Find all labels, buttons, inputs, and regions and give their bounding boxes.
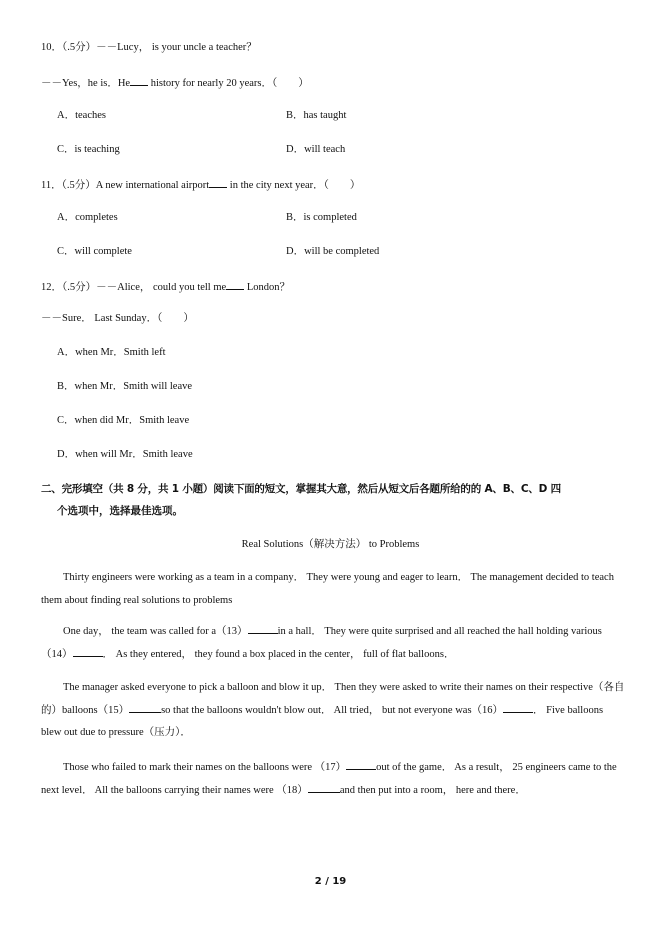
q11-option-c: C．will complete bbox=[57, 246, 132, 257]
q10-dialog bbox=[41, 75, 309, 91]
paragraph-2-part-a: One day， the team was called for a（13） bbox=[63, 626, 248, 637]
q10-dialog-part-a: －－Yes，he is．He bbox=[41, 78, 131, 89]
q10-option-c: C．is teaching bbox=[57, 144, 120, 155]
q12-option-d: D．when will Mr．Smith leave bbox=[57, 449, 193, 460]
passage-title: Real Solutions（解决方法） to Problems bbox=[241, 539, 420, 550]
q12-stem-part-a: 12．（.5分）－－Alice， could you tell me bbox=[41, 282, 227, 293]
q12-option-a: A．when Mr．Smith left bbox=[57, 347, 166, 358]
blank-18 bbox=[308, 782, 340, 793]
blank-17 bbox=[346, 759, 376, 770]
paragraph-4-part-b: out of the game． As a result， 25 engineers came to the next level． All the balloons carrying their names were （18） bbox=[41, 762, 617, 796]
paragraph-4-part-a: Those who failed to mark their names on the balloons were （17） bbox=[63, 762, 347, 773]
blank-16 bbox=[503, 702, 533, 713]
paragraph-3-part-a: The manager asked everyone to pick a balloon and blow it up． Then they were asked to write their names on their respective（各自的）balloons（15） bbox=[41, 682, 625, 716]
q10-option-a: A．teaches bbox=[57, 110, 106, 121]
paragraph-2-part-b: in a hall． They were quite surprised and all reached the hall holding various（14） bbox=[41, 626, 602, 660]
q11-option-d: D．will be completed bbox=[286, 246, 380, 257]
blank-14 bbox=[73, 646, 103, 657]
q10-dialog-part-b: history for nearly 20 years．（ ） bbox=[148, 78, 309, 89]
q11-stem-part-a: 11．（.5分）A new international airport bbox=[41, 180, 210, 191]
q12-blank bbox=[226, 279, 244, 290]
q12-stem-part-b: London？ bbox=[244, 282, 290, 293]
blank-15 bbox=[129, 702, 161, 713]
q12-dialog: －－Sure． Last Sunday．（ ） bbox=[41, 313, 194, 324]
section-heading-line1: 二、完形填空（共 8 分，共 1 小题）阅读下面的短文，掌握其大意，然后从短文后各题所给的的 A、B、C、D 四 bbox=[41, 483, 561, 495]
q11-stem bbox=[41, 177, 360, 193]
q10-blank bbox=[130, 75, 148, 86]
paragraph-3-part-c: ． Five balloons blew out due to pressure（压力）． bbox=[41, 704, 604, 738]
paragraph-4-part-c: and then put into a room， here and there． bbox=[339, 784, 526, 796]
q11-option-a: A．completes bbox=[57, 212, 118, 223]
paragraph-3-part-b: so that the balloons wouldn't blow out． All tried， but not everyone was（16） bbox=[161, 704, 504, 716]
passage-paragraph-4 bbox=[41, 757, 626, 802]
blank-13 bbox=[248, 623, 278, 634]
q10-option-d: D．will teach bbox=[286, 144, 346, 155]
passage-paragraph-1 bbox=[41, 567, 626, 612]
paragraph-2-part-c: ． As they entered， they found a box placed in the center， full of flat balloons． bbox=[102, 648, 455, 660]
q11-blank bbox=[209, 177, 227, 188]
q12-stem bbox=[41, 279, 290, 295]
passage-paragraph-2 bbox=[41, 621, 626, 666]
q11-stem-part-b: in the city next year．（ ） bbox=[227, 180, 361, 191]
q11-option-b: B．is completed bbox=[286, 212, 357, 223]
paragraph-1-text: Thirty engineers were working as a team in a company． They were young and eager to learn． The management decided to teach them about finding real solutions to problems bbox=[41, 572, 614, 606]
section-heading-line2: 个选项中，选择最佳选项。 bbox=[57, 505, 183, 517]
q10-option-b: B．has taught bbox=[286, 110, 347, 121]
q10-stem: 10．（.5分）－－Lucy， is your uncle a teacher？ bbox=[41, 42, 257, 53]
page-number: 2 / 19 bbox=[314, 876, 347, 887]
q12-option-b: B．when Mr．Smith will leave bbox=[57, 381, 193, 392]
passage-paragraph-3 bbox=[41, 677, 626, 745]
q12-option-c: C．when did Mr．Smith leave bbox=[57, 415, 190, 426]
